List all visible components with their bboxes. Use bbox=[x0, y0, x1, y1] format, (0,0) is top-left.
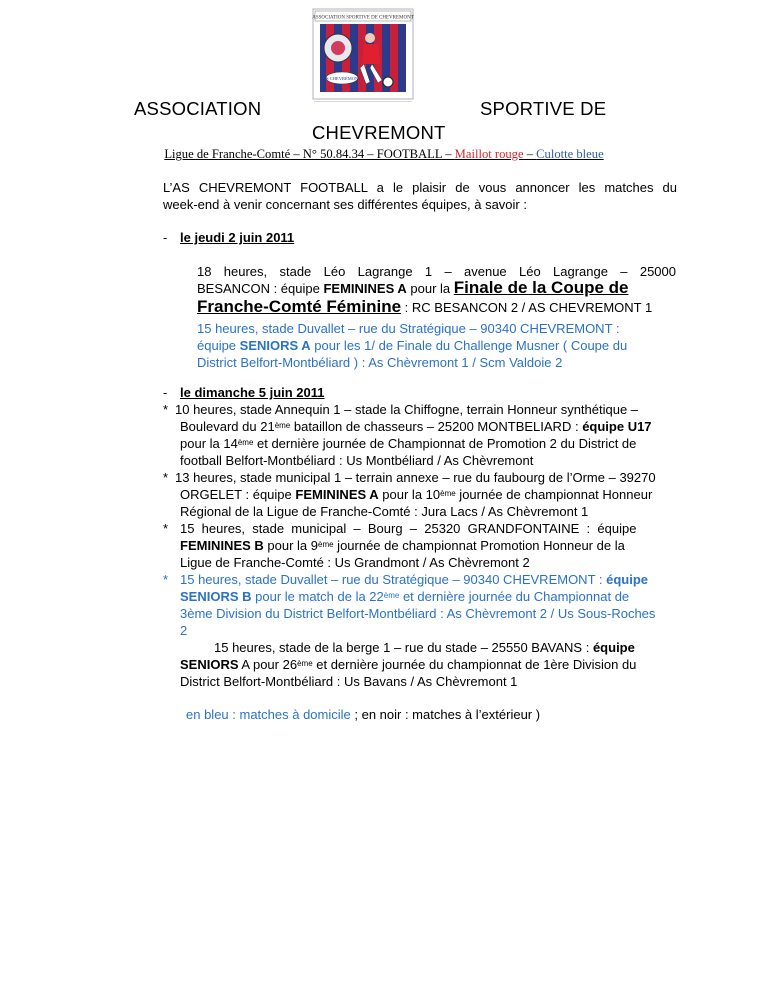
legend-home: en bleu : matches à domicile bbox=[186, 707, 351, 722]
bullet-star: * bbox=[163, 521, 169, 536]
match-feminines-a-line-2: ORGELET : équipe FEMININES A pour la 10ème journée de championnat Honneur bbox=[180, 487, 653, 502]
match-feminines-b-line-1: 15 heures, stade municipal – Bourg – 25320 GRANDFONTAINE : équipe bbox=[180, 521, 637, 536]
logo-underline bbox=[314, 101, 412, 102]
title-chevremont: CHEVREMONT bbox=[312, 122, 446, 143]
logo-text: ASSOCIATION SPORTIVE DE CHEVREMONT bbox=[312, 15, 414, 21]
match-seniors-b-line-2: SENIORS B pour le match de la 22ème et dernière journée du Championnat de bbox=[180, 589, 630, 604]
logo-motto: AS CHEVREMONT bbox=[322, 76, 362, 81]
match-seniors-a-line-2: SENIORS A pour 26ème et dernière journée du championnat de 1ère Division du bbox=[180, 657, 637, 672]
match-seniors-b-line-1: 15 heures, stade Duvallet – rue du Stratégique – 90340 CHEVREMONT : équipe bbox=[180, 572, 649, 587]
legend-away: ; en noir : matches à l’extérieur ) bbox=[350, 707, 541, 722]
match-seniors-a-line-3: District Belfort-Montbéliard : Us Bavans / As Chèvremont 1 bbox=[180, 674, 518, 689]
sunday-dash: - bbox=[163, 385, 168, 400]
bullet-star: * bbox=[163, 572, 169, 587]
bullet-star: * bbox=[163, 402, 169, 417]
match-thursday-1-line-3: Franche-Comté Féminine : RC BESANCON 2 / AS CHEVREMONT 1 bbox=[197, 297, 653, 316]
thursday-heading: le jeudi 2 juin 2011 bbox=[180, 230, 295, 245]
intro-line-1: L’AS CHEVREMONT FOOTBALL a le plaisir de vous annoncer les matches du bbox=[163, 180, 677, 195]
match-u17-line-4: football Belfort-Montbéliard : Us Montbéliard / As Chèvremont bbox=[180, 453, 534, 468]
match-feminines-a-line-3: Régional de la Ligue de Franche-Comté : Jura Lacs / As Chèvremont 1 bbox=[180, 504, 589, 519]
match-seniors-b-line-3: 3ème Division du District Belfort-Montbéliard : As Chèvremont 2 / Us Sous-Roches bbox=[180, 606, 656, 621]
match-thursday-2-line-3: District Belfort-Montbéliard ) : As Chèvremont 1 / Scm Valdoie 2 bbox=[197, 355, 563, 370]
match-u17-line-1: 10 heures, stade Annequin 1 – stade la Chiffogne, terrain Honneur synthétique – bbox=[175, 402, 639, 417]
match-feminines-b-line-2: FEMININES B pour la 9ème journée de championnat Promotion Honneur de la bbox=[180, 538, 625, 553]
match-seniors-b-line-4: 2 bbox=[180, 623, 188, 638]
match-seniors-a-line-1: 15 heures, stade de la berge 1 – rue du stade – 25550 BAVANS : équipe bbox=[214, 640, 635, 655]
title-association: ASSOCIATION bbox=[134, 98, 262, 119]
club-logo bbox=[312, 8, 414, 100]
match-thursday-2-line-1: 15 heures, stade Duvallet – rue du Stratégique – 90340 CHEVREMONT : bbox=[197, 321, 620, 336]
sunday-heading: le dimanche 5 juin 2011 bbox=[180, 385, 325, 400]
match-thursday-1-line-2: BESANCON : équipe FEMININES A pour la Finale de la Coupe de bbox=[197, 278, 629, 297]
title-sportive-de: SPORTIVE DE bbox=[480, 98, 607, 119]
match-feminines-a-line-1: 13 heures, stade municipal 1 – terrain annexe – rue du faubourg de l’Orme – 39270 bbox=[175, 470, 656, 485]
match-u17-line-3: pour la 14ème et dernière journée de Championnat de Promotion 2 du District de bbox=[180, 436, 637, 451]
intro-line-2: week-end à venir concernant ses différentes équipes, à savoir : bbox=[163, 197, 527, 212]
bullet-star: * bbox=[163, 470, 169, 485]
match-u17-line-2: Boulevard du 21ème bataillon de chasseurs – 25200 MONTBELIARD : équipe U17 bbox=[180, 419, 652, 434]
match-feminines-b-line-3: Ligue de Franche-Comté : Us Grandmont / As Chèvremont 2 bbox=[180, 555, 530, 570]
shorts-blue-text: Culotte bleue bbox=[536, 147, 604, 161]
thursday-dash: - bbox=[163, 230, 168, 245]
league-line: Ligue de Franche-Comté – N° 50.84.34 – FOOTBALL – Maillot rouge – Culotte bleue bbox=[164, 147, 604, 161]
legend-note bbox=[186, 706, 540, 723]
jersey-red-text: Maillot rouge bbox=[454, 147, 524, 161]
match-thursday-2-line-2: équipe SENIORS A pour les 1/ de Finale du Challenge Musner ( Coupe du bbox=[197, 338, 628, 353]
match-thursday-1-line-1: 18 heures, stade Léo Lagrange 1 – avenue Léo Lagrange – 25000 bbox=[197, 264, 676, 279]
